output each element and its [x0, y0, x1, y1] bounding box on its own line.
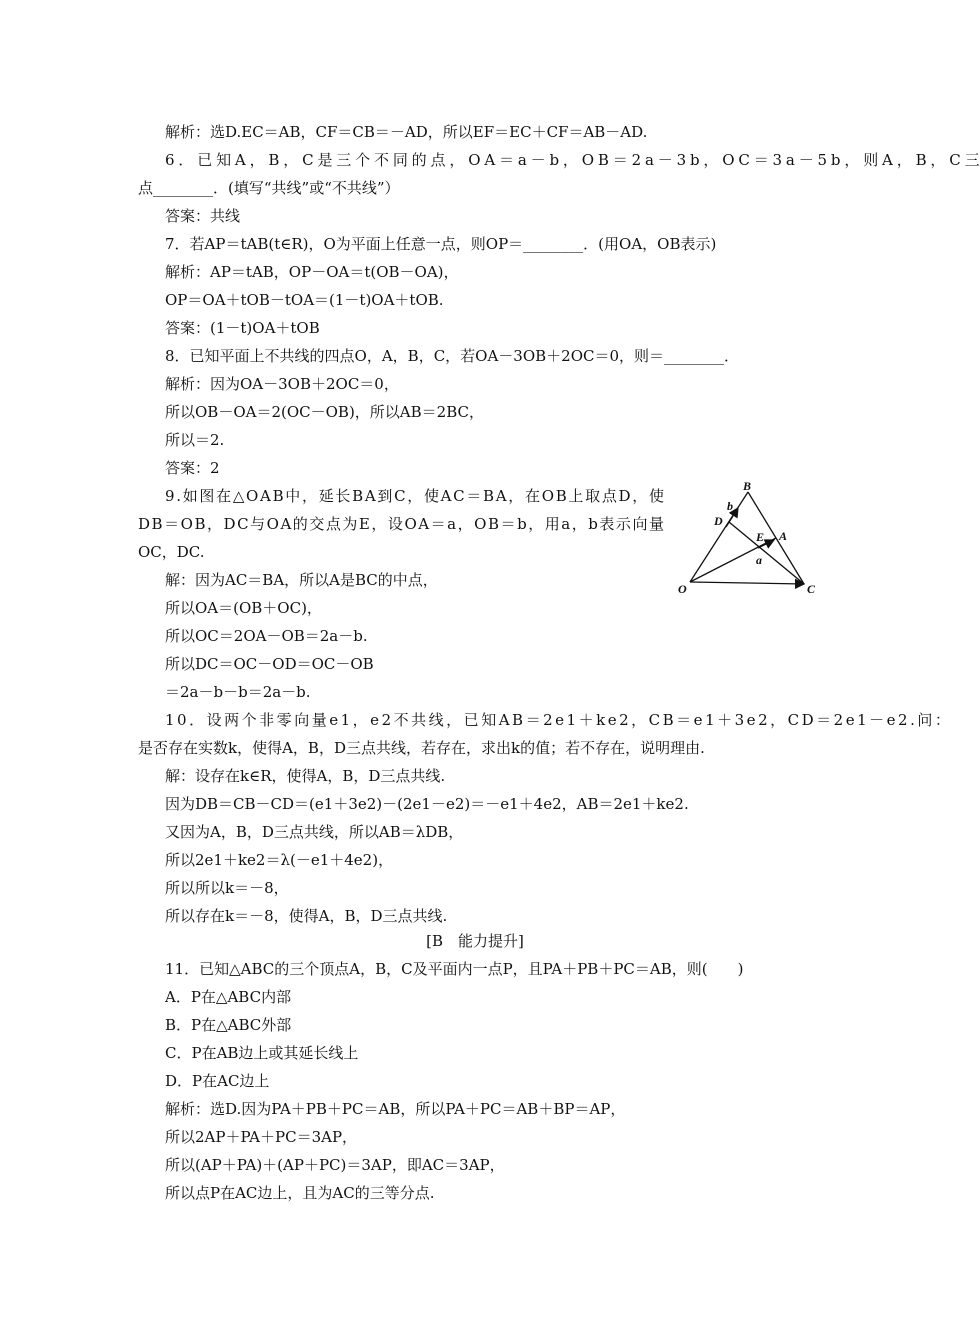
- text-line: 所以存在k＝－8，使得A，B，D三点共线.: [165, 907, 448, 925]
- text-line: C．P在AB边上或其延长线上: [165, 1044, 359, 1062]
- text-line: D B ＝ O B ， D C 与 O A 的 交 点 为 E ， 设 O A ＝ a ， O B ＝ b ， 用 a ， b 表 示 向 量: [138, 515, 664, 533]
- label-C: C: [807, 582, 816, 596]
- text-line: [B 能力提升]: [426, 932, 524, 950]
- text-line: 解：因为AC＝BA，所以A是BC的中点，: [165, 571, 438, 589]
- text-line: B．P在△ABC外部: [165, 1016, 292, 1034]
- triangle-oab-figure: [676, 480, 826, 605]
- text-line: 9 . 如 图 在 △ O A B 中 ， 延 长 B A 到 C ， 使 A C ＝ B A ， 在 O B 上 取 点 D ， 使: [165, 487, 664, 505]
- text-line: D．P在AC边上: [165, 1072, 270, 1090]
- segment-oc: [690, 582, 804, 584]
- segment-ob: [690, 492, 748, 582]
- text-line: 7．若AP＝tAB(t∈R)，O为平面上任意一点，则OP＝________．(用OA，OB表示): [165, 235, 717, 253]
- segment-oa: [690, 538, 776, 582]
- label-D: D: [714, 514, 723, 528]
- text-line: 答案：2: [165, 459, 220, 477]
- label-A: A: [779, 529, 788, 543]
- text-line: 解析：因为OA－3OB＋2OC＝0，: [165, 375, 399, 393]
- text-line: OC，DC.: [138, 543, 205, 561]
- text-line: 所以所以k＝－8，: [165, 879, 289, 897]
- text-line: 所以点P在AC边上，且为AC的三等分点.: [165, 1184, 435, 1202]
- label-B: B: [743, 479, 752, 493]
- text-line: A．P在△ABC内部: [165, 988, 292, 1006]
- text-line: 解：设存在k∈R，使得A，B，D三点共线.: [165, 767, 446, 785]
- text-line: 所以2e1＋ke2＝λ(－e1＋4e2)，: [165, 851, 394, 869]
- text-line: OP＝OA＋tOB－tOA＝(1－t)OA＋tOB.: [165, 291, 444, 309]
- text-line: 答案：共线: [165, 207, 241, 225]
- text-line: ＝2a－b－b＝2a－b.: [165, 683, 311, 701]
- text-line: 11．已知△ABC的三个顶点A，B，C及平面内一点P，且PA＋PB＋PC＝AB，则( ): [165, 960, 744, 978]
- label-b: b: [727, 499, 733, 513]
- label-a: a: [756, 553, 762, 567]
- label-O: O: [678, 582, 687, 596]
- text-line: 因为DB＝CB－CD＝(e1＋3e2)－(2e1－e2)＝－e1＋4e2，AB＝2e1＋ke2.: [165, 795, 689, 813]
- text-line: 1 0 ． 设 两 个 非 零 向 量 e 1 ， e 2 不 共 线 ， 已 知 A B ＝ 2 e 1 ＋ k e 2 ， C B ＝ e 1 ＋ 3 e 2 ， C D ＝ 2 e 1 － e 2 . 问 ：: [165, 711, 950, 729]
- text-line: 是否存在实数k，使得A，B，D三点共线，若存在，求出k的值；若不存在，说明理由.: [138, 739, 705, 757]
- text-line: 解析：选D.因为PA＋PB＋PC＝AB，所以PA＋PC＝AB＋BP＝AP，: [165, 1100, 626, 1118]
- label-E: E: [756, 530, 765, 544]
- text-line: 解析：AP＝tAB，OP－OA＝t(OB－OA)，: [165, 263, 459, 281]
- text-line: 6 ． 已 知 A ， B ， C 是 三 个 不 同 的 点 ， O A ＝ a － b ， O B ＝ 2 a － 3 b ， O C ＝ 3 a － 5 b ， 则 A ， B ， C 三: [165, 151, 980, 169]
- text-line: 所以2AP＋PA＋PC＝3AP，: [165, 1128, 358, 1146]
- text-line: 所以(AP＋PA)＋(AP＋PC)＝3AP，即AC＝3AP，: [165, 1156, 505, 1174]
- text-line: 所以OA＝(OB＋OC)，: [165, 599, 322, 617]
- text-line: 解析：选D.EC＝AB，CF＝CB＝－AD，所以EF＝EC＋CF＝AB－AD.: [165, 123, 648, 141]
- text-line: 所以OB－OA＝2(OC－OB)，所以AB＝2BC，: [165, 403, 484, 421]
- segment-dc: [729, 522, 804, 584]
- text-line: 答案：(1－t)OA＋tOB: [165, 319, 320, 337]
- text-line: 8．已知平面上不共线的四点O，A，B，C，若OA－3OB＋2OC＝0，则＝________．: [165, 347, 740, 365]
- text-line: 所以DC＝OC－OD＝OC－OB: [165, 655, 374, 673]
- text-line: 点________．(填写“共线”或“不共线”）: [138, 179, 400, 197]
- text-line: 又因为A，B，D三点共线，所以AB＝λDB，: [165, 823, 464, 841]
- text-line: 所以＝2.: [165, 431, 225, 449]
- text-line: 所以OC＝2OA－OB＝2a－b.: [165, 627, 368, 645]
